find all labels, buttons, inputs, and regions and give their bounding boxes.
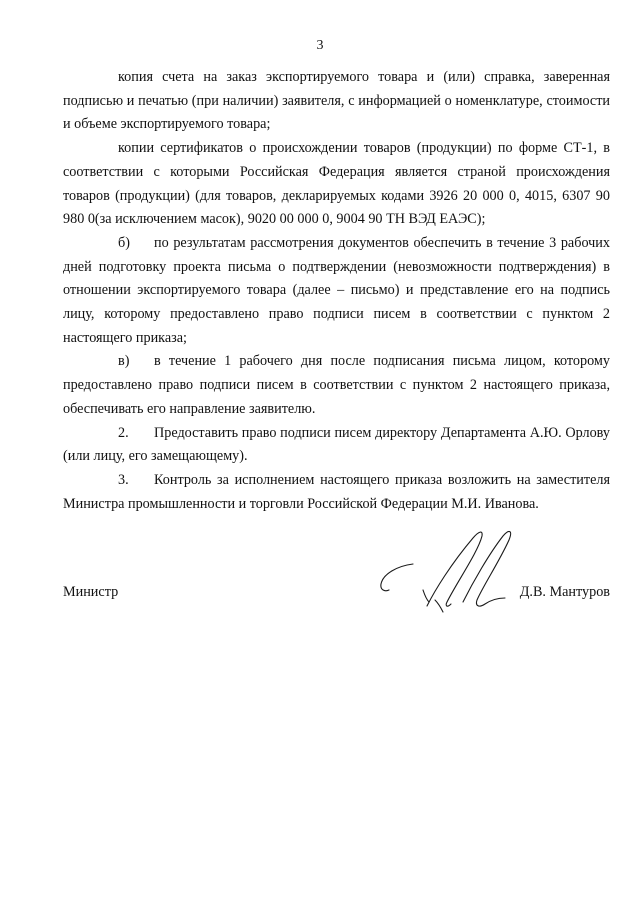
- paragraph-text: Контроль за исполнением настоящего приказа возложить на заместителя Министра промышленности и торговли Российской Федерации М.И. Иванова.: [63, 471, 610, 512]
- signature-block: [63, 584, 610, 614]
- paragraph-item-v: [63, 350, 610, 421]
- paragraph-item-2: [63, 422, 610, 469]
- paragraph-text: Предоставить право подписи писем директору Департамента А.Ю. Орлову (или лицу, его замещающему).: [63, 424, 610, 465]
- paragraph-text: по результатам рассмотрения документов обеспечить в течение 3 рабочих дней подготовку проекта письма о подтверждении (невозможности подтверждения) в отношении экспортируемого товара (далее – письмо) и представление его на подпись лицу, которому предоставлено право подписи писем в соответствии с пунктом 2 настоящего приказа;: [63, 234, 610, 346]
- signer-name: Д.В. Мантуров: [519, 584, 610, 600]
- paragraph-text: в течение 1 рабочего дня после подписания письма лицом, которому предоставлено право подписи писем в соответствии с пунктом 2 настоящего приказа, обеспечивать его направление заявителю.: [63, 353, 610, 417]
- signer-title: Министр: [63, 584, 119, 600]
- paragraph-text: копии сертификатов о происхождении товаров (продукции) по форме СТ-1, в соответствии с которыми Российская Федерация является страной происхождения товаров (продукции) (для товаров, декларируемых кодами 3926 20 000 0, 4015, 6307 90 980 0(за исключением масок), 9020 00 000 0, 9004 90 ТН ВЭД ЕАЭС);: [63, 140, 610, 228]
- paragraph-number: б): [118, 234, 130, 251]
- page-number: 3: [316, 38, 324, 53]
- paragraph-origin-certificates: [63, 137, 610, 232]
- paragraph-item-b: [63, 232, 610, 351]
- paragraph-text: копия счета на заказ экспортируемого товара и (или) справка, заверенная подписью и печатью (при наличии) заявителя, с информацией о номенклатуре, стоимости и объеме экспортируемого товара;: [63, 69, 610, 133]
- paragraph-number: 2.: [118, 424, 129, 441]
- paragraph-number: 3.: [118, 471, 129, 488]
- paragraph-number: в): [118, 353, 130, 370]
- document-body: [63, 66, 610, 516]
- paragraph-item-3: [63, 469, 610, 516]
- paragraph-export-invoice: [63, 66, 610, 137]
